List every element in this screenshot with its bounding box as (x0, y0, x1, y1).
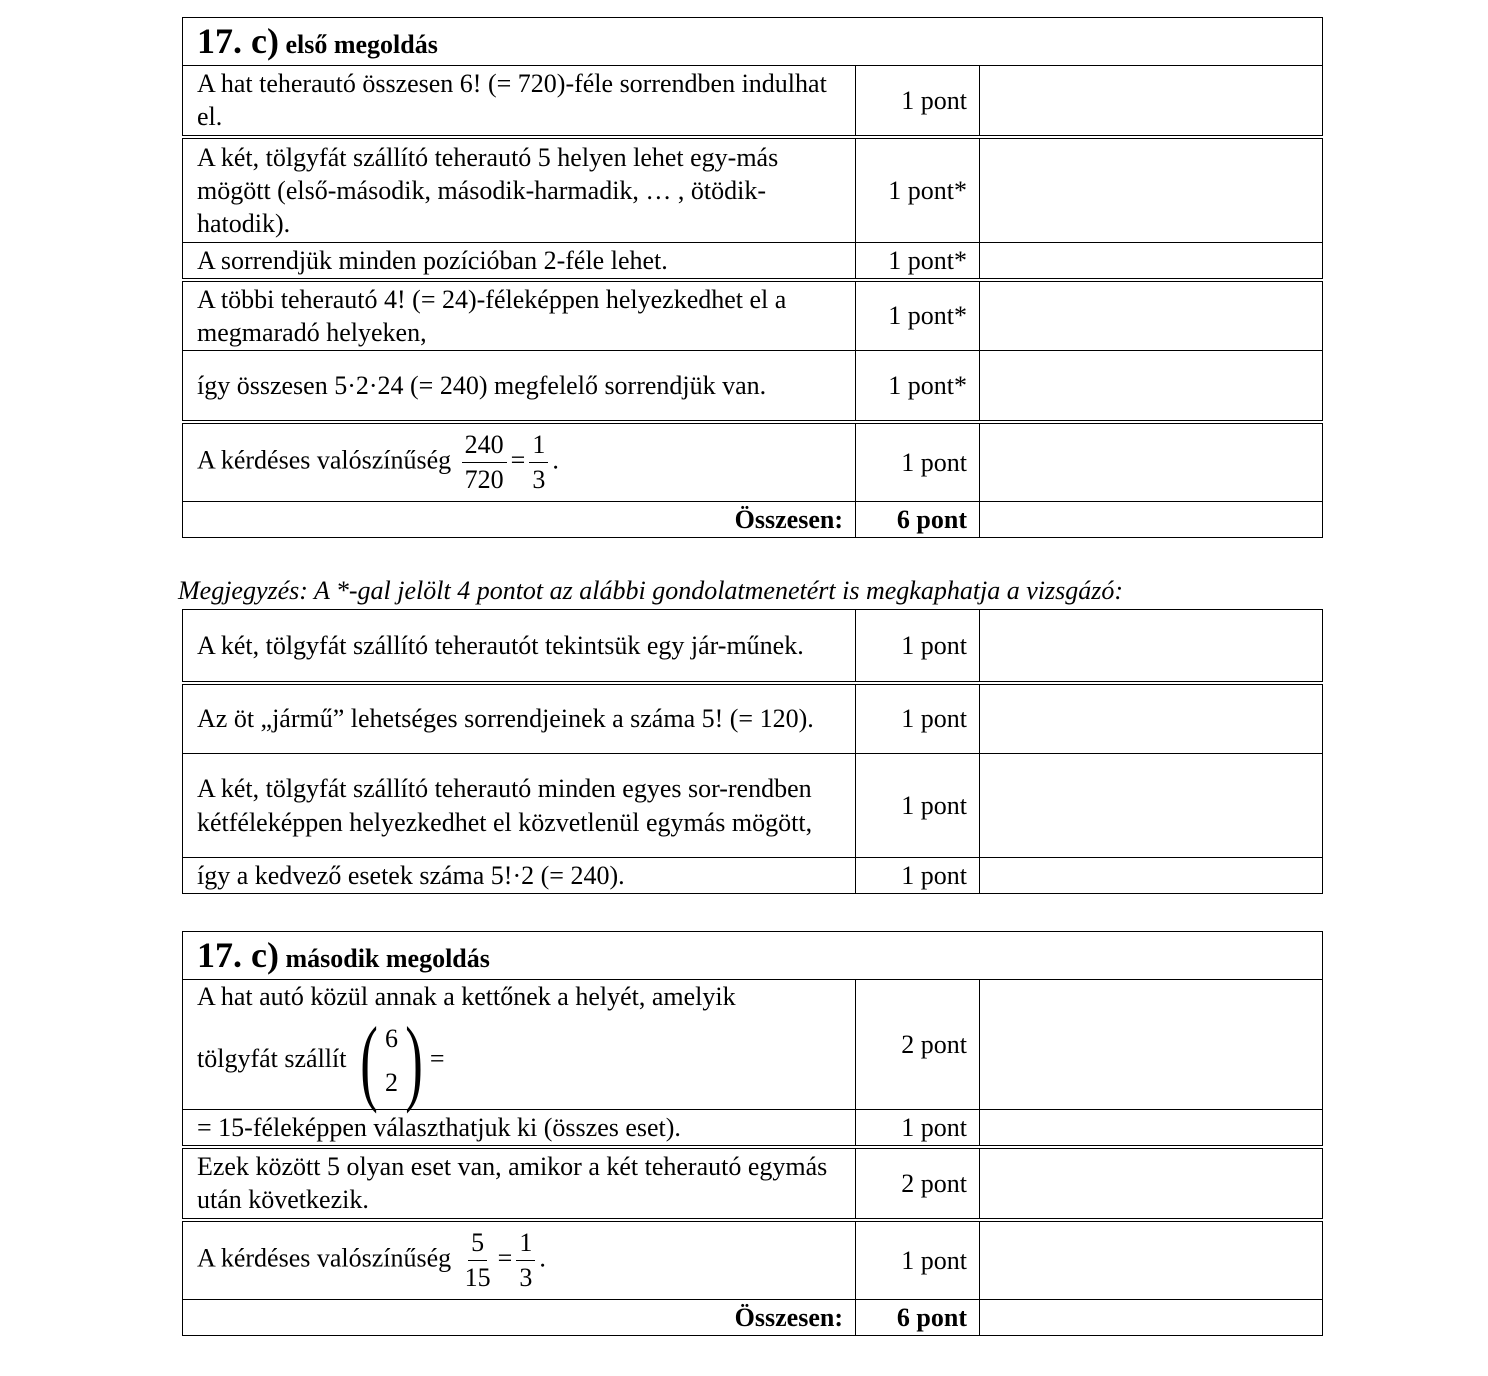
total-points: 6 pont (856, 1300, 980, 1336)
comment-cell (980, 280, 1323, 351)
row-points: 2 pont (856, 980, 980, 1110)
comment-cell (980, 1147, 1323, 1220)
probability-row (183, 422, 1323, 502)
solution-1-header (183, 18, 1323, 66)
fraction: $\frac{240}{720}$ (462, 430, 507, 495)
note: Megjegyzés: A *-gal jelölt 4 pontot az alábbi gondolatmenetért is megkaphatja a vizsgázó: (178, 576, 1124, 605)
table-row (183, 610, 1323, 683)
row-points: 1 pont* (856, 280, 980, 351)
row-text: A két, tölgyfát szállító teherautó minden egyes sor-rendben kétféleképpen helyezkedhet el közvetlenül egymás mögött, (183, 754, 856, 858)
row-points: 1 pont (856, 1220, 980, 1300)
solution-1-table (182, 17, 1323, 538)
comment-cell (980, 1220, 1323, 1300)
solution-title: első megoldás (285, 29, 438, 59)
fraction: $\frac{1}{3}$ (516, 1228, 535, 1293)
comment-cell (980, 502, 1323, 538)
comment-cell (980, 137, 1323, 243)
row-text: A hat autó közül annak a kettőnek a helyét, amelyik tölgyfát szállít ( 6 2 ) = (183, 980, 856, 1110)
comment-cell (980, 243, 1323, 280)
row-points: 1 pont* (856, 137, 980, 243)
solution-title: második megoldás (285, 943, 490, 973)
row-text: így összesen 5·2·24 (= 240) megfelelő sorrendjük van. (183, 351, 856, 422)
task-number: 17. c) (197, 934, 279, 975)
row-points: 1 pont* (856, 351, 980, 422)
row-points: 1 pont* (856, 243, 980, 280)
row-points: 2 pont (856, 1147, 980, 1220)
row-text: A hat teherautó összesen 6! (= 720)-féle sorrendben indulhat el. (183, 66, 856, 137)
total-label: Összesen: (183, 1300, 856, 1336)
probability-text: A kérdéses valószínűség $\frac{5}{15}$ = $\frac{1}{3}$ . (183, 1220, 856, 1300)
row-text: így a kedvező esetek száma 5!·2 (= 240). (183, 858, 856, 894)
alternative-table (182, 609, 1323, 894)
row-text: A két, tölgyfát szállító teherautó 5 helyen lehet egy-más mögött (első-második, második-harmadik, … , ötödik-hatodik). (183, 137, 856, 243)
table-row (183, 1147, 1323, 1220)
binomial-coefficient: ( 6 2 ) (360, 1007, 423, 1115)
row-points: 1 pont (856, 1110, 980, 1147)
comment-cell (980, 754, 1323, 858)
total-label: Összesen: (183, 502, 856, 538)
row-points: 1 pont (856, 858, 980, 894)
row-points: 1 pont (856, 422, 980, 502)
table-row (183, 858, 1323, 894)
row-text: = 15-féleképpen választhatjuk ki (összes eset). (183, 1110, 856, 1147)
probability-text: A kérdéses valószínűség $\frac{240}{720}$ = $\frac{1}{3}$ . (183, 422, 856, 502)
table-row (183, 137, 1323, 243)
comment-cell (980, 422, 1323, 502)
row-text: Ezek között 5 olyan eset van, amikor a két teherautó egymás után következik. (183, 1147, 856, 1220)
probability-row (183, 1220, 1323, 1300)
table-row (183, 683, 1323, 754)
row-points: 1 pont (856, 66, 980, 137)
row-points: 1 pont (856, 683, 980, 754)
table-row (183, 754, 1323, 858)
table-row (183, 980, 1323, 1110)
row-text: A sorrendjük minden pozícióban 2-féle lehet. (183, 243, 856, 280)
table-row (183, 280, 1323, 351)
row-points: 1 pont (856, 610, 980, 683)
solution-2-table (182, 931, 1323, 1336)
row-text: A többi teherautó 4! (= 24)-féleképpen helyezkedhet el a megmaradó helyeken, (183, 280, 856, 351)
comment-cell (980, 66, 1323, 137)
comment-cell (980, 858, 1323, 894)
total-row (183, 1300, 1323, 1336)
comment-cell (980, 1110, 1323, 1147)
fraction: $\frac{5}{15}$ (464, 1227, 491, 1292)
comment-cell (980, 351, 1323, 422)
row-text: Az öt „jármű” lehetséges sorrendjeinek a száma 5! (= 120). (183, 683, 856, 754)
comment-cell (980, 610, 1323, 683)
table-row (183, 351, 1323, 422)
total-points: 6 pont (856, 502, 980, 538)
table-row (183, 243, 1323, 280)
fraction: $\frac{1}{3}$ (529, 430, 548, 495)
comment-cell (980, 980, 1323, 1110)
row-text: A két, tölgyfát szállító teherautót tekintsük egy jár-műnek. (183, 610, 856, 683)
table-row (183, 1110, 1323, 1147)
solution-2-header (183, 932, 1323, 980)
task-number: 17. c) (197, 20, 279, 61)
row-points: 1 pont (856, 754, 980, 858)
total-row (183, 502, 1323, 538)
comment-cell (980, 683, 1323, 754)
comment-cell (980, 1300, 1323, 1336)
table-row (183, 66, 1323, 137)
